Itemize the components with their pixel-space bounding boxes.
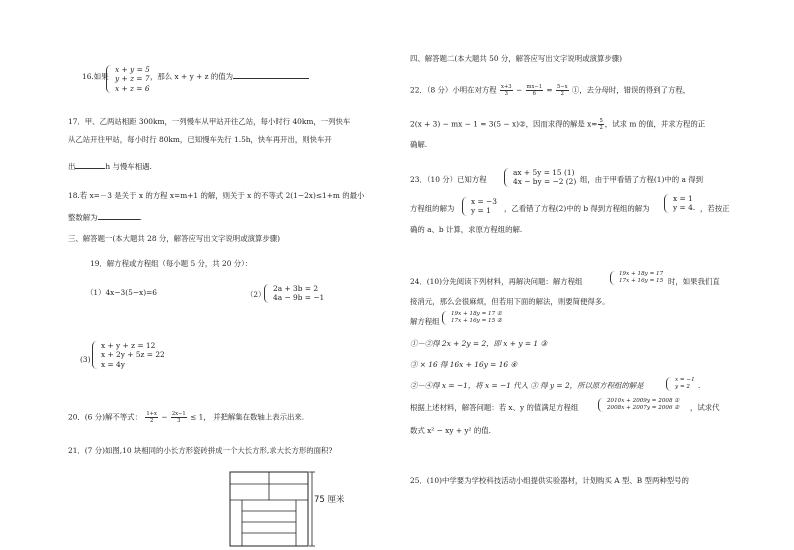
q21-tile-figure [228,470,348,548]
q24-solution: x = −1 y = 2 [666,377,695,391]
q24-system-3: 2010x + 2009y = 2008 ① 2008x + 2007y = 2006 ② [598,398,679,412]
q20-fraction-1: $\frac{1+x}{2}$ [146,411,157,425]
q24-step1: ①－②得 2x + 2y = 2，即 x + y = 1 ③ [410,339,548,348]
right-column [400,0,794,550]
q22-line3: 确解. [410,140,428,149]
q18-line1: 18.若 x=－3 是关于 x 的方程 x=m+1 的解，则关于 x 的不等式 2(1−2x)≤1+m 的最小 [68,191,365,200]
q24-step3-end: . [698,381,701,390]
q23-line2a: 方程组的解为 [410,204,455,213]
q24-task1: 根据上述材料，解答问题：若 x、y 的值满足方程组 [410,403,579,412]
q19-part3-label: (3) [80,355,91,364]
q20-question: 20．(6 分)解不等式： $\frac{1+x}{2}$ − $\frac{2x-1}{3}$ ≤ 1， 并把解集在数轴上表示出来. [68,411,305,425]
q19-part3-system: x + y + z = 12 x + 2y + 5z = 22 x = 4y [92,341,165,369]
q19-part2-label: （2） [246,290,266,299]
q23-mid: 组，由于甲看错了方程(1)中的 a 得到 [580,175,704,184]
q24-task2: ，试求代 [690,403,720,412]
q18-answer-blank [98,219,140,220]
q24-mid: 时，如果我们直 [668,277,720,286]
q23-prefix: 23．（10 分）已知方程 [410,175,487,184]
q23-line2c: ，若按正 [700,204,730,213]
q17-line2: 从乙站开往甲站，每小时行 80km，已知慢车先行 1.5h，快车再开出，则快车开 [68,135,332,144]
q23-solution-2: x = 1 y = 4. [664,194,695,213]
q24-solve-label: 解方程组 [410,317,440,326]
q17-answer-blank [75,168,105,169]
q24-line2: 接消元，那么会很麻烦，但若用下面的解法，则要简便得多。 [410,297,610,306]
q22-line1: 22．（8 分）小明在对方程 $\frac{x+3}{3}$ − $\frac{mx-1}{6}$ = $\frac{5-x}{2}$ ①，去分母时，错误的得到了方程， [410,84,691,98]
section-4-heading: 四、解答题二(本大题共 50 分，解答应写出文字说明或演算步骤) [410,54,623,63]
q19-part1: （1）4x−3(5−x)=6 [86,288,157,297]
q18-line2: 整数解为 . [68,213,142,222]
q24-step3: ②－④得 x = −1，将 x = −1 代入 ③ 得 y = 2，所以原方程组的解是 [410,381,644,390]
q16-answer-blank [233,78,309,79]
q24-step2: ③ × 16 得 16x + 16y = 16 ④ [410,360,518,369]
q16-question: ，那么 x + y + z 的值为 [150,73,309,82]
q21-question: 21．(7 分)如图,10 块相同的小长方形瓷砖拼成一个大长方形,求大长方形的面积? [68,446,333,455]
q24-system-2: 19x + 18y = 17 ① 17x + 16y = 15 ② [442,311,502,325]
q22-line2: 2(x + 3) − mx − 1 = 3(5 − x)②，因而求得的解是 x= $\frac{5}{2}$ ，试求 m 的值，并求方程的正 [410,118,706,132]
q23-line3: 确的 a、b 计算，求原方程组的解. [410,225,523,234]
q23-solution-1: x = −3 y = 1 [462,197,497,216]
q19-title: 19．解方程或方程组（每小题 5 分，共 20 分）： [90,259,253,268]
q25-question: 25．(10)中学要为学校科技活动小组提供实验器材，计划购买 A 型、B 型两种型号的 [410,476,689,485]
q23-system: ax + 5y = 15 (1) 4x − by = −2 (2) [504,168,576,187]
q24-system: 19x + 18y = 17 17x + 16y = 15 [610,271,663,285]
q16-prefix: 16.如果 [82,72,109,81]
q23-line2b: ，乙看错了方程(2)中的 b 得到方程组的解为 [504,204,650,213]
q17-line1: 17．甲、乙两站相距 300km，一列慢车从甲站开往乙站，每小时行 40km，一列快车 [68,117,351,126]
q17-line3: 出 h 与慢车相遇. [68,162,152,171]
q19-part2-system: 2a + 3b = 2 4a − 9b = −1 [264,284,324,303]
q20-fraction-2: $\frac{2x-1}{3}$ [171,411,186,425]
q16-system: x + y = 5 y + z = 7 x + z = 6 [106,65,150,93]
dimension-label: 75 厘米 [314,495,345,505]
q24-prefix: 24．(10)分先阅读下列材料，再解决问题：解方程组 [410,277,583,286]
q24-task3: 数式 x² − xy + y² 的值. [410,426,492,435]
section-3-heading: 三、解答题一(本大题共 28 分，解答应写出文字说明或演算步骤) [68,234,281,243]
